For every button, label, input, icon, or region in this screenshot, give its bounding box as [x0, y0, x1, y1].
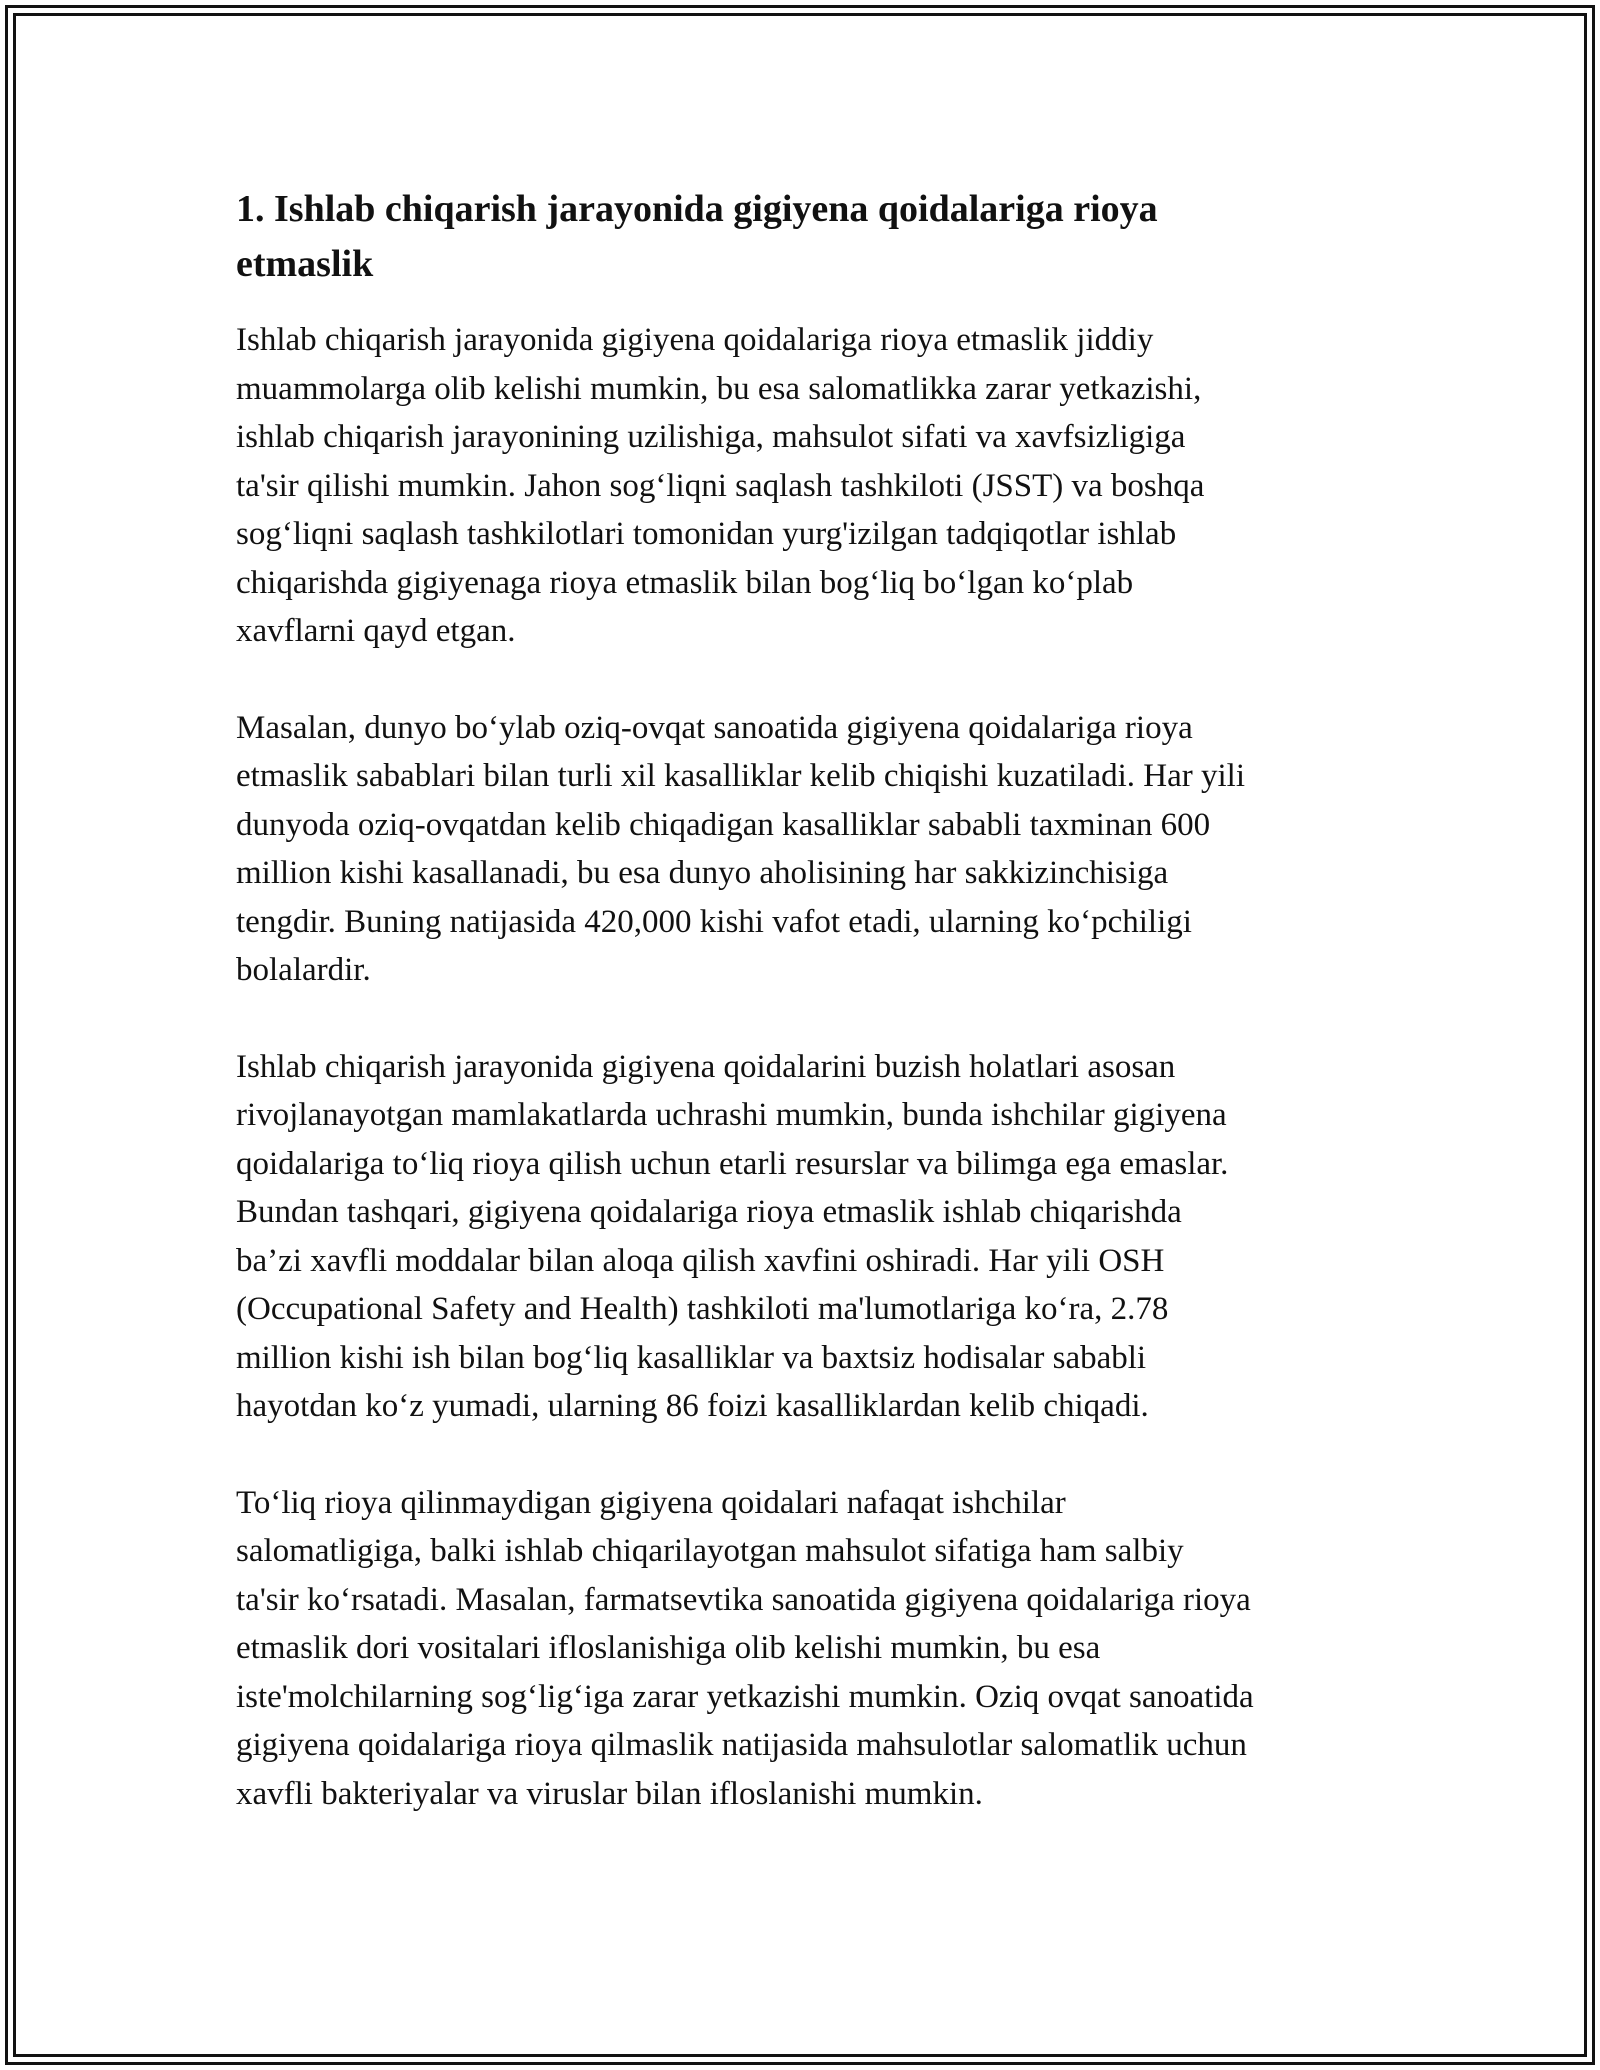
text-line: qoidalariga to‘liq rioya qilish uchun etarli resurslar va bilimga ega emaslar.	[236, 1145, 1229, 1182]
text-line: ba’zi xavfli moddalar bilan aloqa qilish xavfini oshiradi. Har yili OSH	[236, 1242, 1165, 1279]
text-line: xavflarni qayd etgan.	[236, 613, 516, 649]
text-line: Bundan tashqari, gigiyena qoidalariga rioya etmaslik ishlab chiqarishda	[236, 1194, 1182, 1230]
text-line: chiqarishda gigiyenaga rioya etmaslik bilan bog‘liq bo‘lgan ko‘plab	[236, 564, 1134, 601]
section-heading	[236, 182, 1386, 292]
heading-line: 1. Ishlab chiqarish jarayonida gigiyena qoidalariga rioya	[236, 188, 1158, 230]
paragraph-1	[236, 316, 1386, 656]
text-line: iste'molchilarning sog‘lig‘iga zarar yetkazishi mumkin. Oziq ovqat sanoatida	[236, 1678, 1254, 1715]
text-line: dunyoda oziq-ovqatdan kelib chiqadigan kasalliklar sababli taxminan 600	[236, 806, 1211, 843]
paragraph-2	[236, 704, 1386, 995]
text-line: sog‘liqni saqlash tashkilotlari tomonidan yurg'izilgan tadqiqotlar ishlab	[236, 516, 1177, 552]
text-line: xavfli bakteriyalar va viruslar bilan ifloslanishi mumkin.	[236, 1775, 983, 1812]
text-line: million kishi kasallanadi, bu esa dunyo aholisining har sakkizinchisiga	[236, 855, 1169, 891]
text-line: rivojlanayotgan mamlakatlarda uchrashi mumkin, bunda ishchilar gigiyena	[236, 1097, 1227, 1133]
text-line: ta'sir ko‘rsatadi. Masalan, farmatsevtika sanoatida gigiyena qoidalariga rioya	[236, 1581, 1251, 1618]
text-line: Masalan, dunyo bo‘ylab oziq-ovqat sanoatida gigiyena qoidalariga rioya	[236, 709, 1193, 746]
heading-line: etmaslik	[236, 243, 374, 285]
text-line: tengdir. Buning natijasida 420,000 kishi vafot etadi, ularning ko‘pchiligi	[236, 903, 1192, 940]
text-line: gigiyena qoidalariga rioya qilmaslik natijasida mahsulotlar salomatlik uchun	[236, 1727, 1247, 1763]
text-line: ishlab chiqarish jarayonining uzilishiga, mahsulot sifati va xavfsizligiga	[236, 419, 1186, 455]
text-line: ta'sir qilishi mumkin. Jahon sog‘liqni saqlash tashkiloti (JSST) va boshqa	[236, 467, 1205, 504]
text-line: (Occupational Safety and Health) tashkiloti ma'lumotlariga ko‘ra, 2.78	[236, 1291, 1169, 1327]
paragraph-4	[236, 1479, 1386, 1819]
document-body	[236, 182, 1386, 1818]
text-line: To‘liq rioya qilinmaydigan gigiyena qoidalari nafaqat ishchilar	[236, 1484, 1066, 1521]
paragraph-3	[236, 1043, 1386, 1431]
text-line: bolalardir.	[236, 952, 371, 988]
text-line: Ishlab chiqarish jarayonida gigiyena qoidalarini buzish holatlari asosan	[236, 1048, 1176, 1085]
text-line: million kishi ish bilan bog‘liq kasalliklar va baxtsiz hodisalar sababli	[236, 1339, 1147, 1376]
text-line: muammolarga olib kelishi mumkin, bu esa salomatlikka zarar yetkazishi,	[236, 370, 1202, 407]
text-line: Ishlab chiqarish jarayonida gigiyena qoidalariga rioya etmaslik jiddiy	[236, 322, 1154, 358]
text-line: etmaslik sabablari bilan turli xil kasalliklar kelib chiqishi kuzatiladi. Har yili	[236, 758, 1245, 794]
text-line: hayotdan ko‘z yumadi, ularning 86 foizi kasalliklardan kelib chiqadi.	[236, 1388, 1149, 1424]
text-line: salomatligiga, balki ishlab chiqarilayotgan mahsulot sifatiga ham salbiy	[236, 1533, 1184, 1569]
text-line: etmaslik dori vositalari ifloslanishiga olib kelishi mumkin, bu esa	[236, 1630, 1101, 1666]
